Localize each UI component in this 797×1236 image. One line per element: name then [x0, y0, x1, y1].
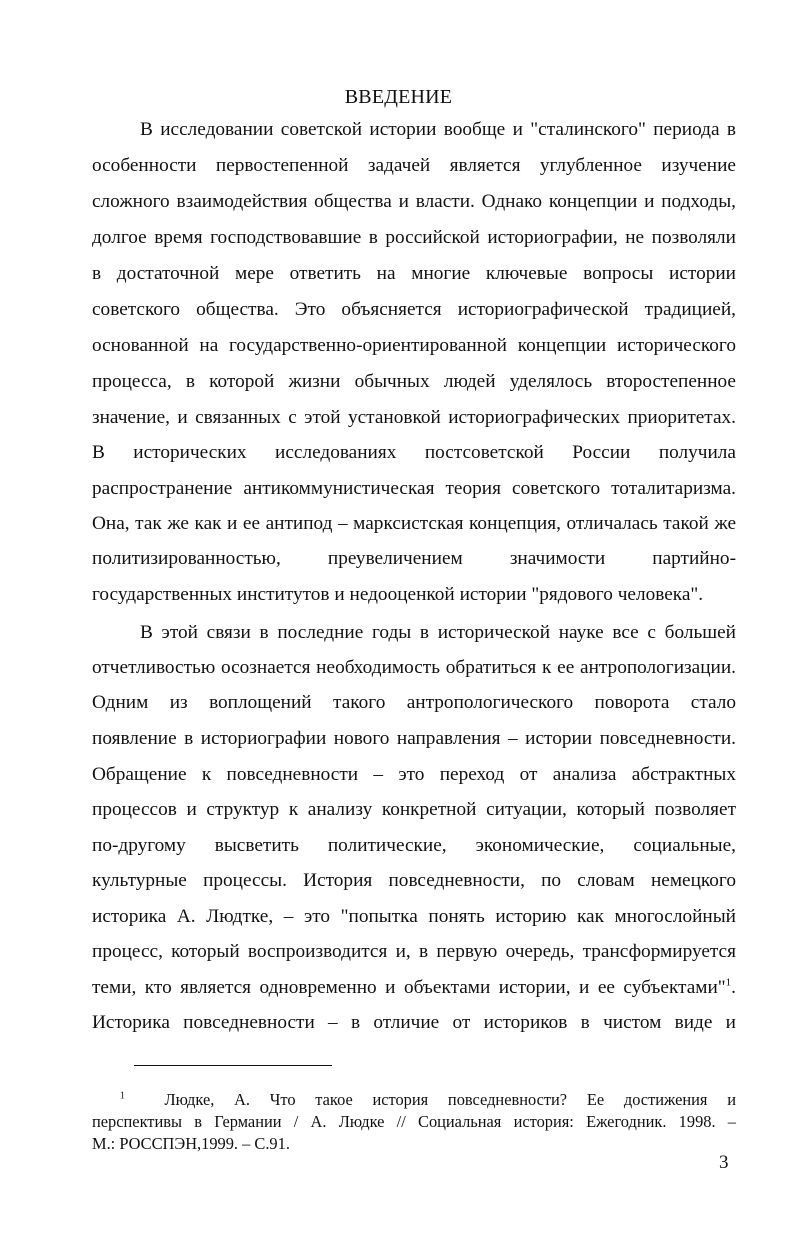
text-line: Одним из воплощений такого антропологического поворота стало [92, 692, 736, 713]
text-line: В исторических исследованиях постсоветской России получила [92, 442, 736, 463]
text-line: в достаточной мере ответить на многие ключевые вопросы истории [92, 263, 736, 284]
footnote-line: перспективы в Германии / А. Людке // Социальная история: Ежегодник. 1998. – [92, 1112, 736, 1131]
text-line: отчетливостью осознается необходимость обратиться к ее антропологизации. [92, 657, 736, 678]
text-line: Обращение к повседневности – это переход от анализа абстрактных [92, 764, 736, 785]
text-line: появление в историографии нового направления – истории повседневности. [92, 728, 736, 749]
text-line: по-другому высветить политические, экономические, социальные, [92, 835, 736, 856]
text-line: В этой связи в последние годы в исторической науке все с большей [140, 622, 736, 643]
footnote-marker: 1 [120, 1090, 125, 1102]
page-number: 3 [719, 1152, 729, 1173]
text-line: основанной на государственно-ориентированной концепции исторического [92, 335, 736, 356]
text-line: процессов и структур к анализу конкретной ситуации, который позволяет [92, 799, 736, 820]
text-line: историка А. Людтке, – это "попытка понять историю как многослойный [92, 906, 736, 927]
page-title: ВВЕДЕНИЕ [344, 86, 453, 108]
footnote-line: М.: РОССПЭН,1999. – С.91. [92, 1134, 290, 1153]
text-line: теми, кто является одновременно и объектами истории, и ее субъектами"$^1$. [92, 976, 736, 998]
text-line: государственных институтов и недооценкой истории "рядового человека". [92, 584, 704, 605]
footnote-line: $^1$ Людке, А. Что такое история повседневности? Ее достижения и [120, 1090, 736, 1109]
text-line: политизированностью, преувеличением значимости партийно- [92, 548, 736, 569]
text-line: советского общества. Это объясняется историографической традицией, [92, 299, 736, 320]
text-line: В исследовании советской истории вообще и "сталинского" периода в [140, 119, 736, 140]
text-line: культурные процессы. История повседневности, по словам немецкого [92, 870, 736, 891]
text-line: сложного взаимодействия общества и власти. Однако концепции и подходы, [92, 191, 736, 212]
footnote-reference[interactable]: 1 [725, 976, 732, 989]
text-line: Она, так же как и ее антипод – марксистская концепция, отличалась такой же [92, 513, 736, 534]
text-line: долгое время господствовавшие в российской историографии, не позволяли [92, 227, 736, 248]
footnote-separator [134, 1065, 332, 1066]
text-line: Историка повседневности – в отличие от историков в чистом виде и [92, 1012, 736, 1033]
text-line: процесса, в которой жизни обычных людей уделялось второстепенное [92, 371, 736, 392]
text-line: особенности первостепенной задачей является углубленное изучение [92, 155, 736, 176]
text-line: процесс, который воспроизводится и, в первую очередь, трансформируется [92, 941, 736, 962]
text-line: распространение антикоммунистическая теория советского тоталитаризма. [92, 478, 736, 499]
text-line: значение, и связанных с этой установкой историографических приоритетах. [92, 407, 736, 428]
